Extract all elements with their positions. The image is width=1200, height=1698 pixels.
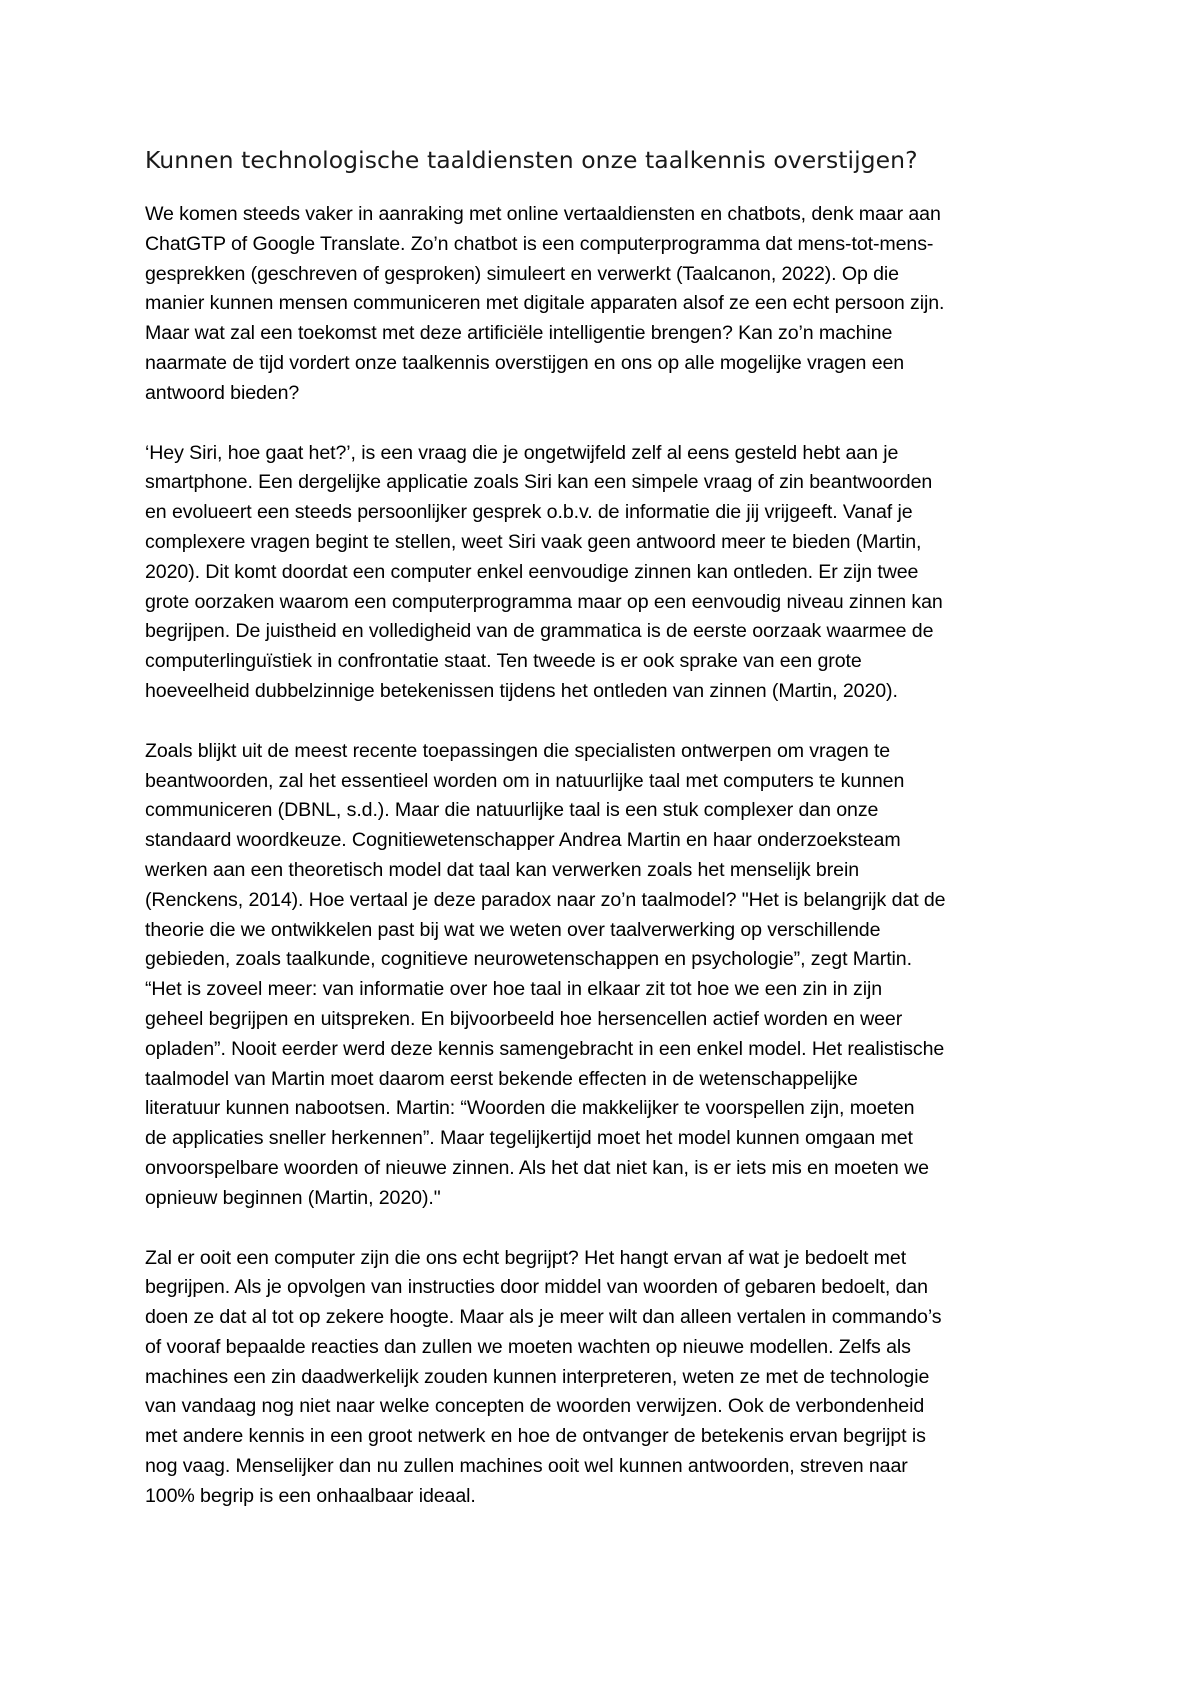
paragraph-4 [145,1244,1060,1512]
paragraph-line: grote oorzaken waarom een computerprogramma maar op een eenvoudig niveau zinnen kan [145,590,943,613]
paragraph-line: machines een zin daadwerkelijk zouden kunnen interpreteren, weten ze met de technologie [145,1365,930,1388]
paragraph-line: ‘Hey Siri, hoe gaat het?’, is een vraag die je ongetwijfeld zelf al eens gesteld hebt aan je [145,441,899,464]
paragraph-line: nog vaag. Menselijker dan nu zullen machines ooit wel kunnen antwoorden, streven naar [145,1455,908,1478]
paragraph-line: Maar wat zal een toekomst met deze artificiële intelligentie brengen? Kan zo’n machine [145,322,893,345]
paragraph-line: communiceren (DBNL, s.d.). Maar die natuurlijke taal is een stuk complexer dan onze [145,799,879,822]
paragraph-line: Zoals blijkt uit de meest recente toepassingen die specialisten ontwerpen om vragen te [145,739,891,762]
paragraph-line: taalmodel van Martin moet daarom eerst bekende effecten in de wetenschappelijke [145,1067,858,1090]
paragraph-line: werken aan een theoretisch model dat taal kan verwerken zoals het menselijk brein [145,858,859,881]
paragraph-line: doen ze dat al tot op zekere hoogte. Maar als je meer wilt dan alleen vertalen in commando’s [145,1306,942,1329]
paragraph-line: “Het is zoveel meer: van informatie over hoe taal in elkaar zit tot hoe we een zin in zijn [145,978,883,1001]
paragraph-line: opladen”. Nooit eerder werd deze kennis samengebracht in een enkel model. Het realistische [145,1037,945,1060]
paragraph-line: beantwoorden, zal het essentieel worden om in natuurlijke taal met computers te kunnen [145,769,905,792]
paragraph-3 [145,737,1060,1214]
paragraph-line: Zal er ooit een computer zijn die ons echt begrijpt? Het hangt ervan af wat je bedoelt met [145,1246,907,1269]
paragraph-line: literatuur kunnen nabootsen. Martin: “Woorden die makkelijker te voorspellen zijn, moeten [145,1097,915,1120]
paragraph-line: de applicaties sneller herkennen”. Maar tegelijkertijd moet het model kunnen omgaan met [145,1127,913,1150]
paragraph-line: begrijpen. Als je opvolgen van instructies door middel van woorden of gebaren bedoelt, dan [145,1276,928,1299]
paragraph-line: manier kunnen mensen communiceren met digitale apparaten alsof ze een echt persoon zijn. [145,292,945,315]
paragraph-line: van vandaag nog niet naar welke concepten de woorden verwijzen. Ook de verbondenheid [145,1395,925,1418]
paragraph-line: gebieden, zoals taalkunde, cognitieve neurowetenschappen en psychologie”, zegt Martin. [145,948,912,971]
paragraph-line: hoeveelheid dubbelzinnige betekenissen tijdens het ontleden van zinnen (Martin, 2020). [145,679,898,702]
paragraph-line: smartphone. Een dergelijke applicatie zoals Siri kan een simpele vraag of zin beantwoorden [145,471,933,494]
paragraph-line: antwoord bieden? [145,381,300,404]
paragraph-1 [145,200,1060,409]
paragraph-line: ChatGTP of Google Translate. Zo’n chatbot is een computerprogramma dat mens-tot-mens- [145,232,934,255]
paragraph-line: of vooraf bepaalde reacties dan zullen we moeten wachten op nieuwe modellen. Zelfs als [145,1335,911,1358]
paragraph-line: en evolueert een steeds persoonlijker gesprek o.b.v. de informatie die jij vrijgeeft. Vanaf je [145,501,913,524]
paragraph-line: computerlinguïstiek in confrontatie staat. Ten tweede is er ook sprake van een grote [145,650,862,673]
paragraph-line: onvoorspelbare woorden of nieuwe zinnen. Als het dat niet kan, is er iets mis en moeten we [145,1156,929,1179]
paragraph-line: naarmate de tijd vordert onze taalkennis overstijgen en ons op alle mogelijke vragen een [145,351,905,374]
paragraph-line: geheel begrijpen en uitspreken. En bijvoorbeeld hoe hersencellen actief worden en weer [145,1007,903,1030]
document-body [145,200,1060,1512]
paragraph-line: gesprekken (geschreven of gesproken) simuleert en verwerkt (Taalcanon, 2022). Op die [145,262,899,285]
paragraph-line: 2020). Dit komt doordat een computer enkel eenvoudige zinnen kan ontleden. Er zijn twee [145,560,919,583]
paragraph-line: met andere kennis in een groot netwerk en hoe de ontvanger de betekenis ervan begrijpt is [145,1425,926,1448]
document-title: Kunnen technologische taaldiensten onze taalkennis overstijgen? [145,146,918,174]
paragraph-line: begrijpen. De juistheid en volledigheid van de grammatica is de eerste oorzaak waarmee de [145,620,934,643]
paragraph-line: opnieuw beginnen (Martin, 2020)." [145,1186,441,1209]
paragraph-line: (Renckens, 2014). Hoe vertaal je deze paradox naar zo’n taalmodel? "Het is belangrijk dat de [145,888,946,911]
paragraph-line: We komen steeds vaker in aanraking met online vertaaldiensten en chatbots, denk maar aan [145,203,941,225]
paragraph-line: 100% begrip is een onhaalbaar ideaal. [145,1484,476,1507]
paragraph-line: theorie die we ontwikkelen past bij wat we weten over taalverwerking op verschillende [145,918,881,941]
paragraph-2 [145,439,1060,707]
paragraph-line: standaard woordkeuze. Cognitiewetenschapper Andrea Martin en haar onderzoeksteam [145,829,901,852]
paragraph-line: complexere vragen begint te stellen, weet Siri vaak geen antwoord meer te bieden (Martin, [145,530,922,553]
